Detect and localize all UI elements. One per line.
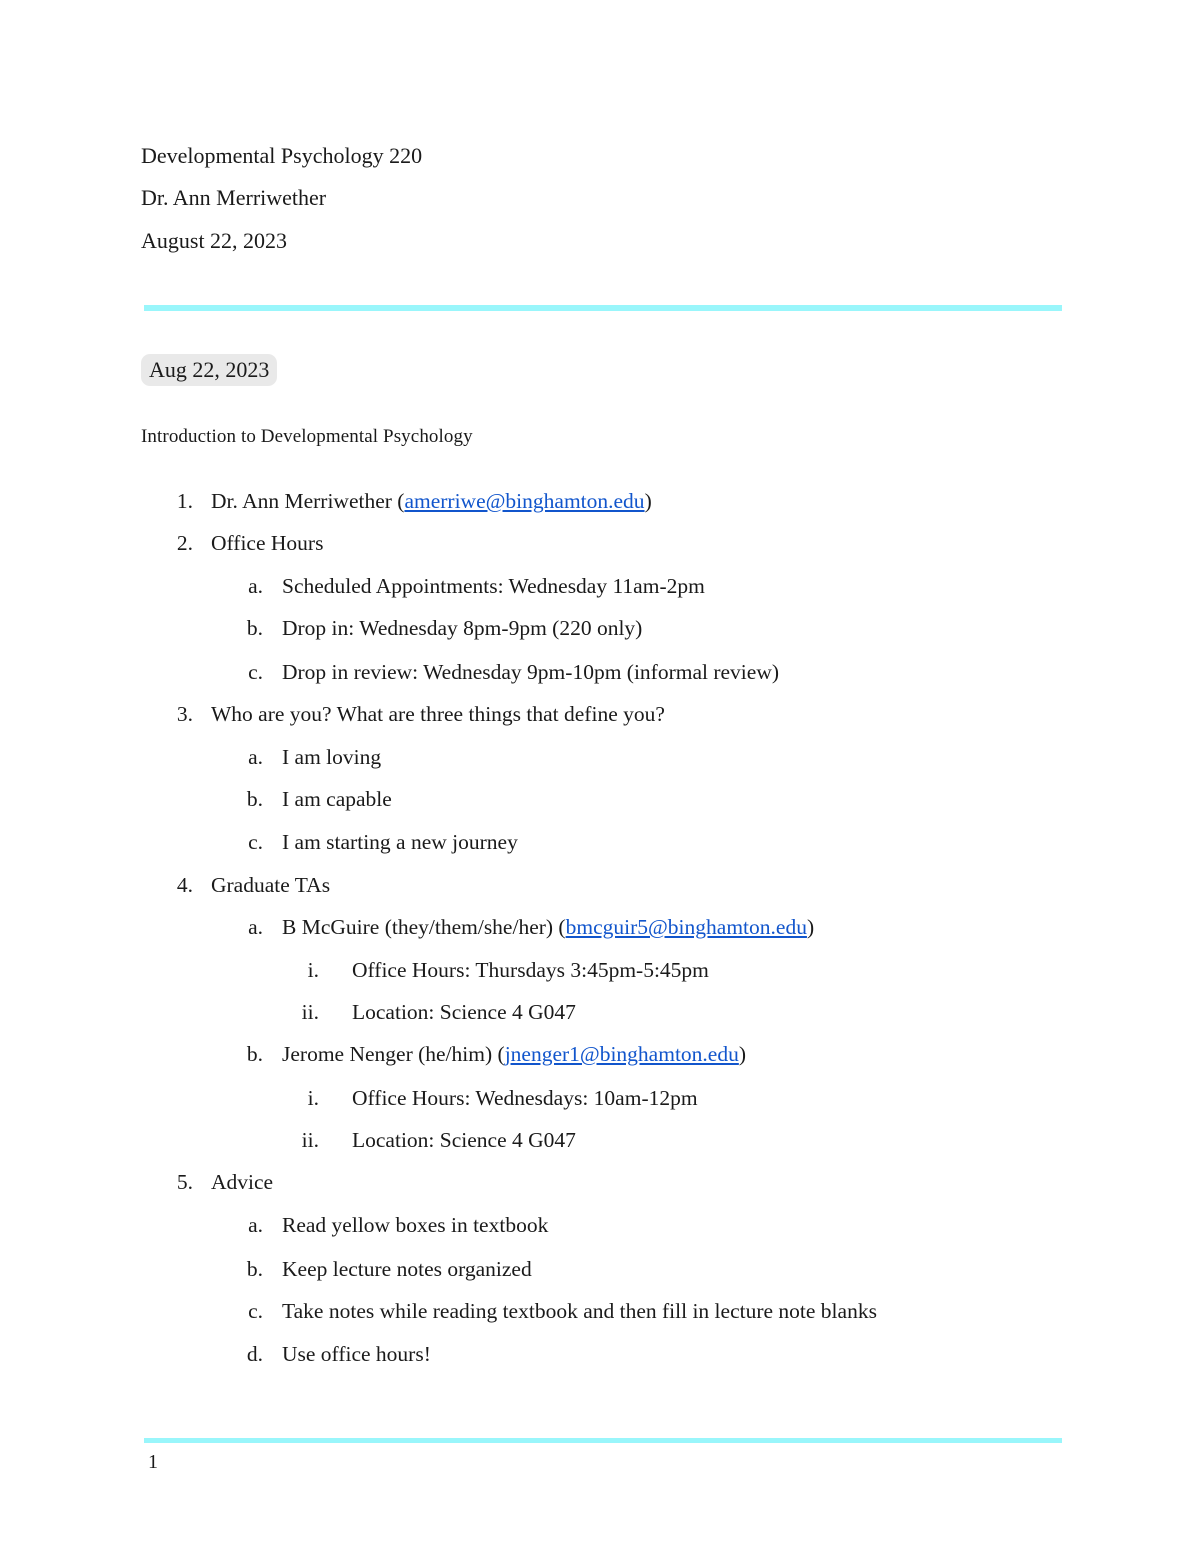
list-text: Scheduled Appointments: Wednesday 11am-2pm [282, 574, 705, 598]
list-text: Advice [211, 1170, 274, 1194]
list-text: I am capable [282, 787, 392, 811]
list-marker: a. [248, 574, 263, 598]
list-text: Read yellow boxes in textbook [282, 1213, 549, 1237]
list-marker: d. [246, 1342, 263, 1366]
list-marker: 2. [176, 531, 193, 555]
list-marker: c. [248, 1299, 263, 1323]
instructor-name: Dr. Ann Merriwether [141, 185, 327, 210]
email-link[interactable]: amerriwe@binghamton.edu [404, 489, 645, 513]
list-marker: 5. [176, 1170, 193, 1194]
list-marker: c. [248, 660, 263, 684]
list-text: Graduate TAs [211, 873, 331, 897]
list-marker: a. [248, 1213, 263, 1237]
footer-divider [144, 1438, 1062, 1443]
list-text: I am loving [282, 745, 382, 769]
list-text: Drop in review: Wednesday 9pm-10pm (informal review) [282, 660, 780, 684]
list-marker: 4. [176, 873, 193, 897]
list-text: Who are you? What are three things that define you? [211, 702, 665, 726]
list-text: Take notes while reading textbook and then fill in lecture note blanks [282, 1299, 877, 1323]
list-marker: ii. [301, 1000, 319, 1024]
list-text: Location: Science 4 G047 [352, 1000, 576, 1024]
course-title: Developmental Psychology 220 [141, 143, 423, 168]
list-marker: i. [307, 958, 319, 982]
email-link[interactable]: bmcguir5@binghamton.edu [565, 915, 807, 939]
page-number: 1 [148, 1451, 158, 1473]
date-chip[interactable]: Aug 22, 2023 [141, 354, 277, 386]
list-text: Office Hours: Thursdays 3:45pm-5:45pm [352, 958, 709, 982]
list-text: Jerome Nenger (he/him) ( [282, 1042, 505, 1066]
header-divider [144, 305, 1062, 311]
list-text: B McGuire (they/them/she/her) ( [282, 915, 566, 939]
list-text: Office Hours [211, 531, 324, 555]
list-text: Drop in: Wednesday 8pm-9pm (220 only) [282, 616, 643, 640]
list-marker: b. [246, 616, 263, 640]
list-marker: 1. [176, 489, 193, 513]
email-link[interactable]: jnenger1@binghamton.edu [504, 1042, 739, 1066]
list-text: Dr. Ann Merriwether ( [211, 489, 405, 513]
list-marker: b. [246, 787, 263, 811]
list-text: Office Hours: Wednesdays: 10am-12pm [352, 1086, 698, 1110]
list-text: Location: Science 4 G047 [352, 1128, 576, 1152]
list-marker: a. [248, 915, 263, 939]
list-marker: a. [248, 745, 263, 769]
list-text: Keep lecture notes organized [282, 1257, 532, 1281]
list-marker: ii. [301, 1128, 319, 1152]
list-marker: c. [248, 830, 263, 854]
document-date: August 22, 2023 [141, 228, 288, 253]
list-text: Use office hours! [282, 1342, 431, 1366]
list-marker: b. [246, 1257, 263, 1281]
list-text: I am starting a new journey [282, 830, 518, 854]
list-marker: b. [246, 1042, 263, 1066]
list-marker: i. [307, 1086, 319, 1110]
list-marker: 3. [176, 702, 193, 726]
lecture-title: Introduction to Developmental Psychology [141, 426, 473, 447]
